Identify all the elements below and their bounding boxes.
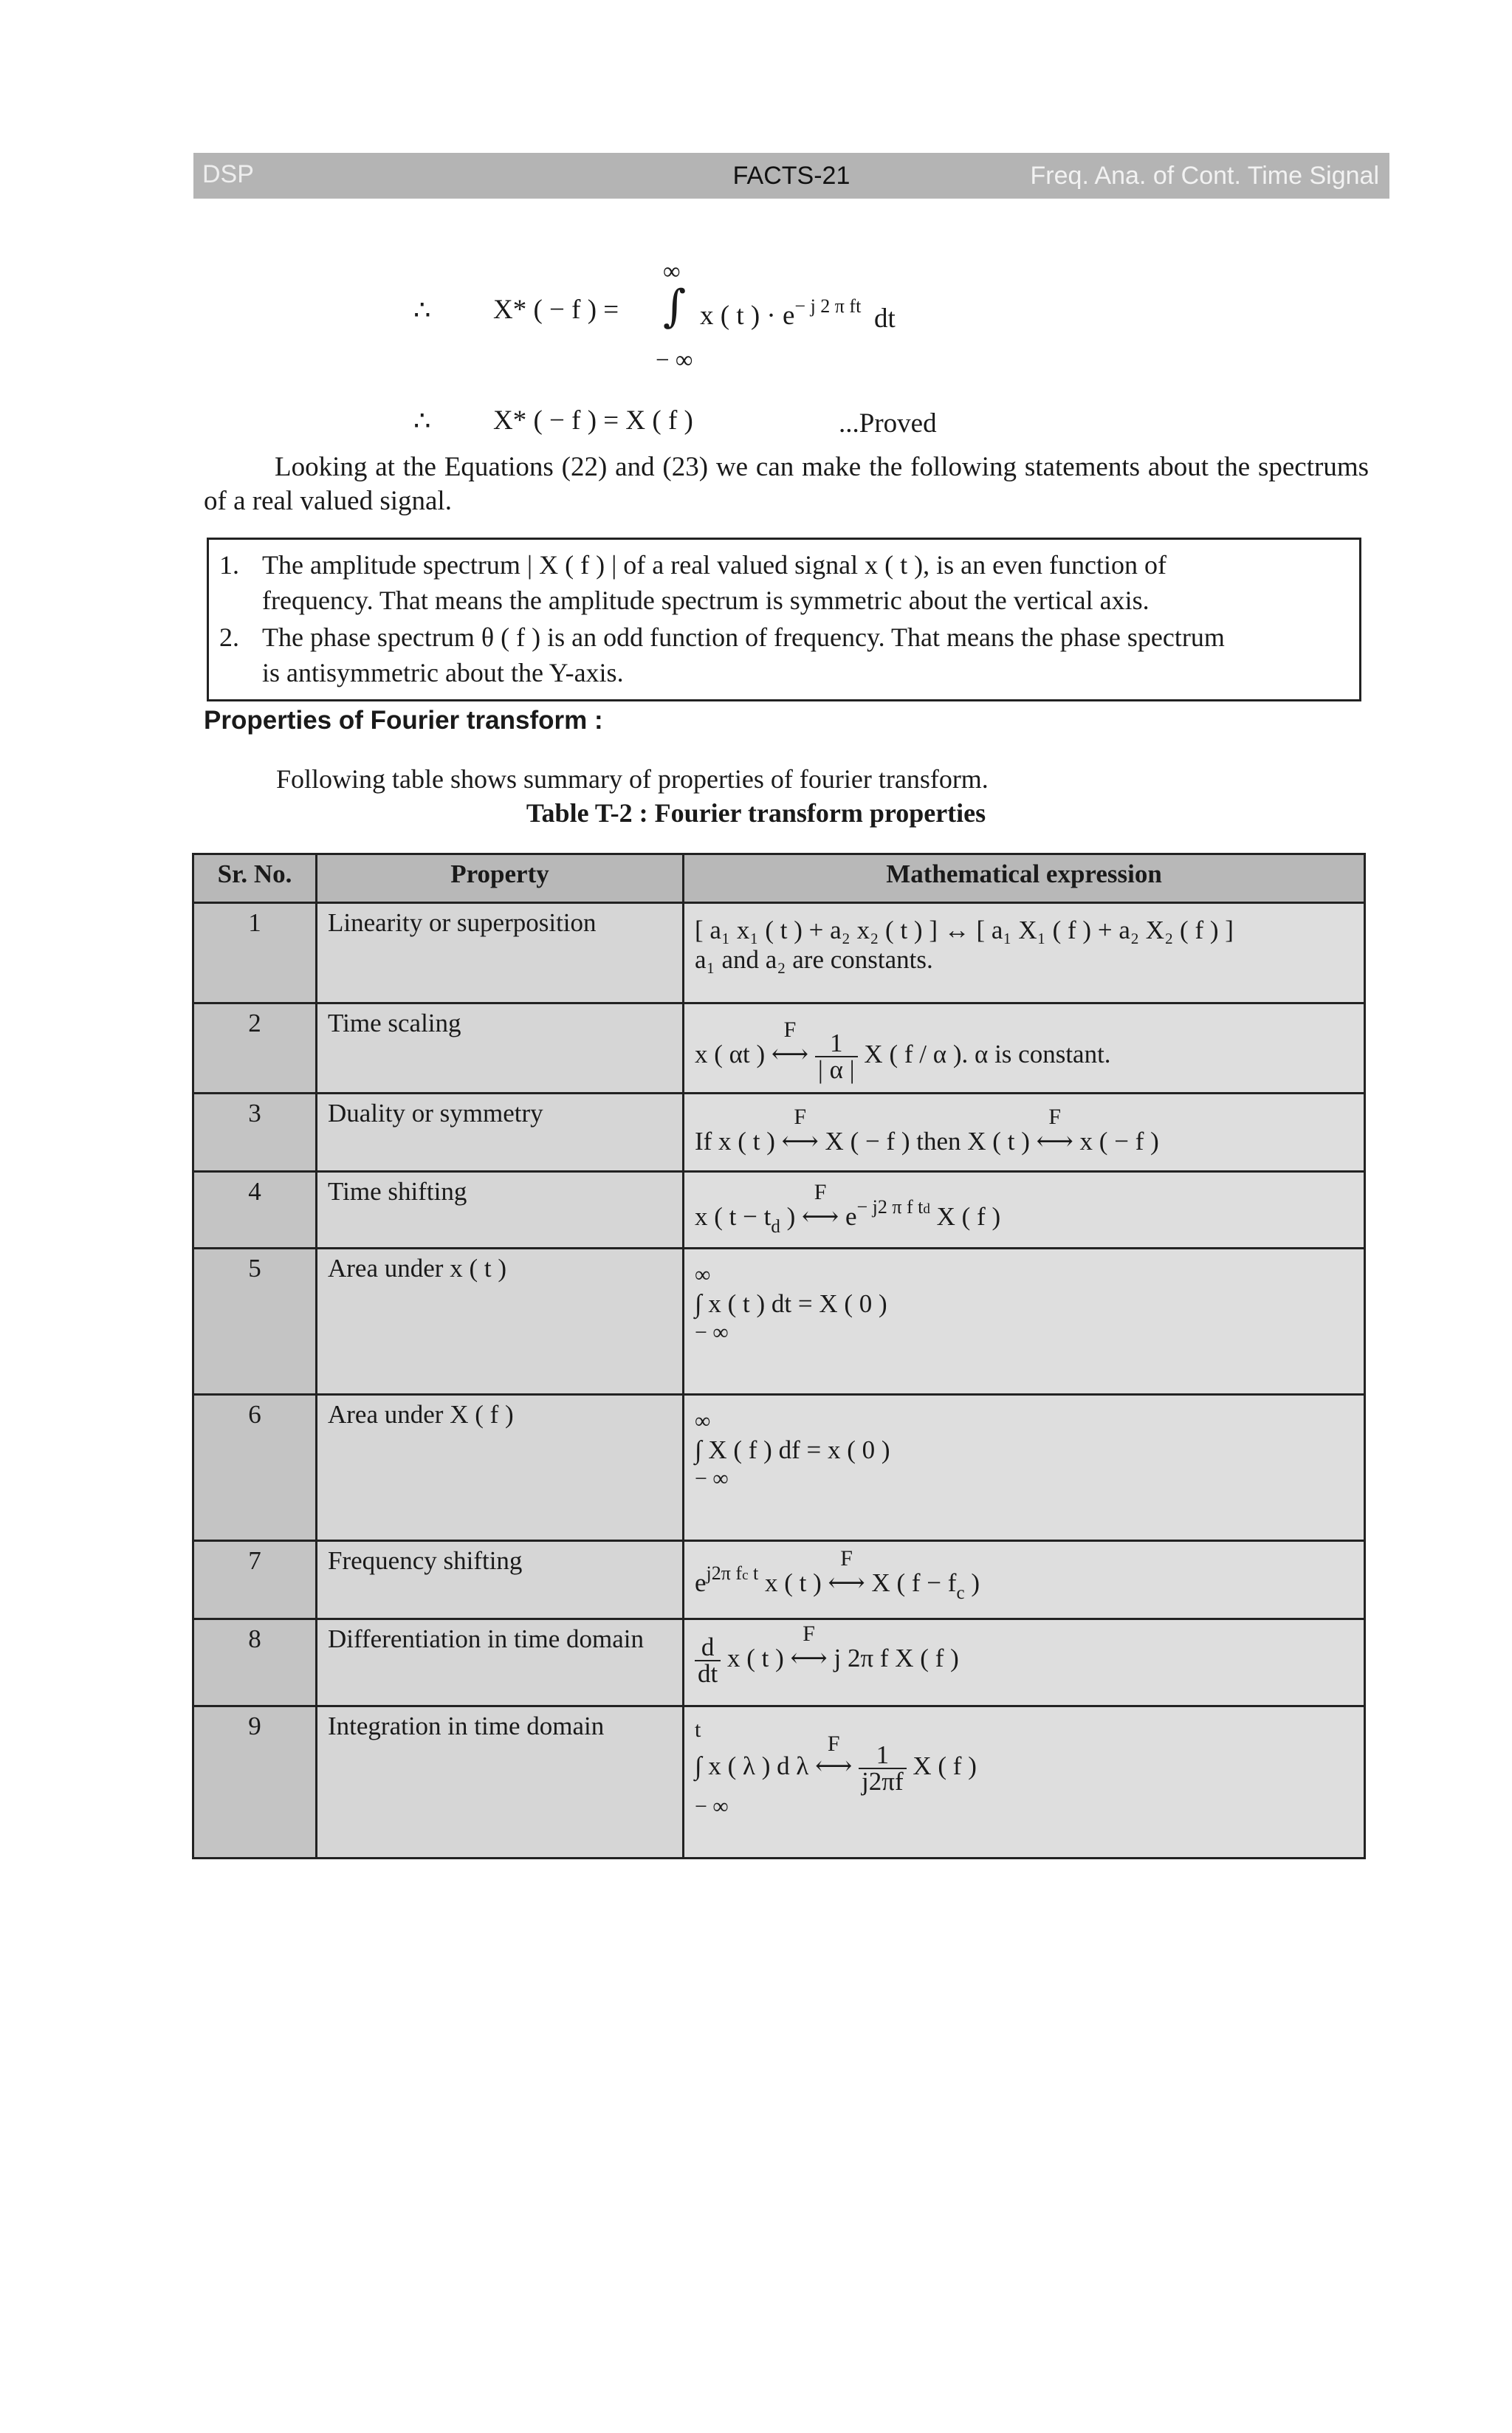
row-expression bbox=[684, 1003, 1365, 1094]
exponent-text: t bbox=[748, 1562, 759, 1584]
fraction-numerator: 1 bbox=[815, 1031, 858, 1057]
lower-limit: − ∞ bbox=[695, 1320, 729, 1345]
expr-part: ) bbox=[964, 1568, 980, 1597]
row-property: Linearity or superposition bbox=[317, 903, 684, 1003]
header-center: FACTS-21 bbox=[732, 162, 850, 190]
expr-subscript: d bbox=[771, 1217, 780, 1237]
upper-limit: ∞ bbox=[695, 1263, 711, 1287]
eq1-exponent: − j 2 π ft bbox=[794, 295, 862, 317]
statement-1-line-b: frequency. That means the amplitude spectrum is symmetric about the vertical axis. bbox=[262, 586, 1150, 615]
arrow-label: F bbox=[803, 1622, 815, 1647]
fourier-arrow bbox=[802, 1180, 839, 1232]
fraction-numerator: d bbox=[695, 1635, 721, 1661]
area-xt-expression bbox=[695, 1263, 1353, 1345]
eq1-integrand bbox=[700, 295, 862, 332]
fraction bbox=[695, 1635, 721, 1686]
page-header bbox=[193, 153, 1389, 199]
freq-shifting-expression bbox=[695, 1546, 1353, 1603]
eq1-upper-limit: ∞ bbox=[663, 258, 681, 285]
fourier-arrow bbox=[815, 1732, 853, 1782]
expr-exponent bbox=[856, 1196, 929, 1218]
differentiation-expression bbox=[695, 1622, 1353, 1688]
statement-2-line-a: The phase spectrum θ ( f ) is an odd function of frequency. That means the phase spectrum bbox=[262, 622, 1225, 652]
eq1-lhs: X* ( − f ) = bbox=[493, 295, 619, 325]
expr-subscript: c bbox=[956, 1583, 965, 1603]
row-number: 5 bbox=[193, 1249, 317, 1395]
row-number: 8 bbox=[193, 1619, 317, 1706]
linearity-expression: [ a₁ x₁ ( t ) + a₂ x₂ ( t ) ] ↔ [ a₁ X₁ ( f ) + a₂ X₂ ( f ) ] bbox=[695, 916, 1234, 944]
expr-exponent bbox=[707, 1562, 759, 1584]
expr-part: X ( f / α ). α is constant. bbox=[864, 1040, 1111, 1069]
eq2: X* ( − f ) = X ( f ) bbox=[493, 405, 693, 436]
statement-1-num: 1. bbox=[219, 550, 239, 580]
table-row bbox=[193, 1249, 1365, 1395]
fraction bbox=[859, 1740, 907, 1796]
exponent-subscript: c bbox=[742, 1568, 749, 1583]
table-row bbox=[193, 1706, 1365, 1859]
row-expression bbox=[684, 1172, 1365, 1249]
arrow-label: F bbox=[840, 1546, 853, 1571]
arrow-label: F bbox=[1048, 1105, 1062, 1129]
expr-part: X ( f ) df = x ( 0 ) bbox=[708, 1435, 890, 1464]
table-row bbox=[193, 1003, 1365, 1094]
linearity-note: a₁ and a₂ are constants. bbox=[695, 945, 933, 974]
row-property: Duality or symmetry bbox=[317, 1094, 684, 1172]
arrow-label: F bbox=[827, 1732, 840, 1757]
header-property: Property bbox=[317, 854, 684, 903]
table-row bbox=[193, 1619, 1365, 1706]
integral-sign: ∫ bbox=[695, 1435, 702, 1464]
section-heading: Properties of Fourier transform : bbox=[204, 706, 603, 735]
intro-paragraph-text: Looking at the Equations (22) and (23) we can make the following statements about the spectrums of a real valued signal. bbox=[204, 452, 1369, 516]
lower-limit: − ∞ bbox=[695, 1466, 729, 1491]
expr-part: ) bbox=[780, 1202, 796, 1231]
expr-part: X ( − f ) then X ( t ) bbox=[825, 1127, 1030, 1156]
row-number: 6 bbox=[193, 1395, 317, 1541]
statement-1-line-a: The amplitude spectrum | X ( f ) | of a real valued signal x ( t ), is an even function of bbox=[262, 550, 1167, 580]
row-number: 4 bbox=[193, 1172, 317, 1249]
therefore-symbol-1: ∴ bbox=[413, 295, 431, 326]
table-row bbox=[193, 903, 1365, 1003]
time-scaling-expression bbox=[695, 1018, 1353, 1084]
arrow-symbol: ⟷ bbox=[828, 1568, 865, 1597]
row-expression bbox=[684, 1094, 1365, 1172]
statement-2-line-b: is antisymmetric about the Y-axis. bbox=[262, 658, 624, 687]
statement-1 bbox=[219, 547, 1166, 618]
table-row bbox=[193, 1172, 1365, 1249]
arrow-symbol: ⟷ bbox=[771, 1040, 809, 1069]
expr-part: e bbox=[845, 1202, 857, 1231]
row-expression bbox=[684, 1249, 1365, 1395]
row-expression bbox=[684, 1619, 1365, 1706]
table-row bbox=[193, 1395, 1365, 1541]
row-number: 9 bbox=[193, 1706, 317, 1859]
time-shifting-expression bbox=[695, 1180, 1353, 1237]
expr-part: j 2π f X ( f ) bbox=[834, 1644, 959, 1673]
fraction-numerator: 1 bbox=[859, 1743, 907, 1769]
statement-2 bbox=[219, 620, 1225, 690]
therefore-symbol-2: ∴ bbox=[413, 406, 431, 436]
fourier-arrow bbox=[771, 1018, 809, 1069]
row-number: 1 bbox=[193, 903, 317, 1003]
row-expression bbox=[684, 903, 1365, 1003]
arrow-label: F bbox=[783, 1018, 797, 1043]
properties-table bbox=[192, 853, 1366, 1859]
arrow-label: F bbox=[794, 1105, 807, 1129]
table-row bbox=[193, 1541, 1365, 1619]
fraction-denominator: dt bbox=[698, 1659, 718, 1688]
fraction-denominator: | α | bbox=[817, 1055, 855, 1084]
expr-part: X ( f ) bbox=[929, 1202, 1001, 1231]
expr-part: e bbox=[695, 1568, 707, 1597]
expr-part: x ( t − t bbox=[695, 1202, 772, 1231]
table-intro: Following table shows summary of properties of fourier transform. bbox=[276, 764, 989, 794]
table-header-row bbox=[193, 854, 1365, 903]
exponent-subscript: d bbox=[923, 1201, 930, 1217]
statements-box bbox=[207, 538, 1361, 701]
row-number: 3 bbox=[193, 1094, 317, 1172]
row-property: Integration in time domain bbox=[317, 1706, 684, 1859]
fourier-arrow bbox=[790, 1622, 828, 1673]
arrow-symbol: ⟷ bbox=[1036, 1127, 1073, 1156]
header-sr-no: Sr. No. bbox=[193, 854, 317, 903]
fraction-denominator: j2πf bbox=[862, 1767, 904, 1796]
row-number: 2 bbox=[193, 1003, 317, 1094]
area-xf-expression bbox=[695, 1409, 1353, 1492]
integral-sign: ∫ bbox=[695, 1751, 702, 1781]
upper-limit: t bbox=[695, 1717, 701, 1742]
intro-paragraph bbox=[204, 450, 1369, 518]
eq1-lower-limit: − ∞ bbox=[656, 347, 693, 374]
arrow-symbol: ⟷ bbox=[781, 1127, 819, 1156]
arrow-symbol: ⟷ bbox=[815, 1751, 853, 1781]
exponent-text: j2π f bbox=[706, 1562, 743, 1584]
row-property: Time scaling bbox=[317, 1003, 684, 1094]
fraction bbox=[815, 1031, 858, 1082]
arrow-label: F bbox=[814, 1180, 827, 1204]
row-expression bbox=[684, 1395, 1365, 1541]
arrow-symbol: ⟷ bbox=[790, 1644, 828, 1673]
fourier-arrow bbox=[828, 1546, 865, 1598]
fourier-arrow bbox=[781, 1105, 819, 1156]
expr-part: X ( f ) bbox=[913, 1751, 977, 1781]
table-caption: Table T-2 : Fourier transform properties bbox=[526, 798, 986, 828]
integral-sign: ∫ bbox=[695, 1289, 702, 1318]
eq1-dt: dt bbox=[874, 303, 896, 334]
header-right: Freq. Ana. of Cont. Time Signal bbox=[1030, 162, 1379, 190]
expr-part: x ( − f ) bbox=[1079, 1127, 1159, 1156]
header-expression: Mathematical expression bbox=[684, 854, 1365, 903]
row-property: Differentiation in time domain bbox=[317, 1619, 684, 1706]
eq1-integrand-text: x ( t ) · e bbox=[700, 301, 795, 331]
arrow-symbol: ⟷ bbox=[802, 1202, 839, 1231]
duality-expression bbox=[695, 1105, 1353, 1156]
header-left: DSP bbox=[202, 160, 254, 188]
eq1-integral-sign: ∫ bbox=[663, 281, 687, 332]
row-property: Area under X ( f ) bbox=[317, 1395, 684, 1541]
row-number: 7 bbox=[193, 1541, 317, 1619]
table-row bbox=[193, 1094, 1365, 1172]
expr-part: X ( f − f bbox=[871, 1568, 957, 1597]
row-expression bbox=[684, 1706, 1365, 1859]
row-property: Time shifting bbox=[317, 1172, 684, 1249]
lower-limit: − ∞ bbox=[695, 1794, 729, 1819]
exponent-text: − j2 π f t bbox=[856, 1196, 924, 1218]
integration-expression bbox=[695, 1717, 1353, 1819]
row-expression bbox=[684, 1541, 1365, 1619]
statement-2-num: 2. bbox=[219, 622, 239, 652]
expr-part: x ( αt ) bbox=[695, 1040, 766, 1069]
row-property: Area under x ( t ) bbox=[317, 1249, 684, 1395]
upper-limit: ∞ bbox=[695, 1409, 711, 1433]
expr-part: If x ( t ) bbox=[695, 1127, 775, 1156]
expr-part: x ( λ ) d λ bbox=[708, 1751, 809, 1781]
expr-part: x ( t ) dt = X ( 0 ) bbox=[708, 1289, 887, 1318]
expr-part: x ( t ) bbox=[758, 1568, 822, 1597]
fourier-arrow bbox=[1036, 1105, 1073, 1156]
row-property: Frequency shifting bbox=[317, 1541, 684, 1619]
expr-part: x ( t ) bbox=[726, 1644, 784, 1673]
eq2-proved-note: ...Proved bbox=[839, 408, 937, 439]
